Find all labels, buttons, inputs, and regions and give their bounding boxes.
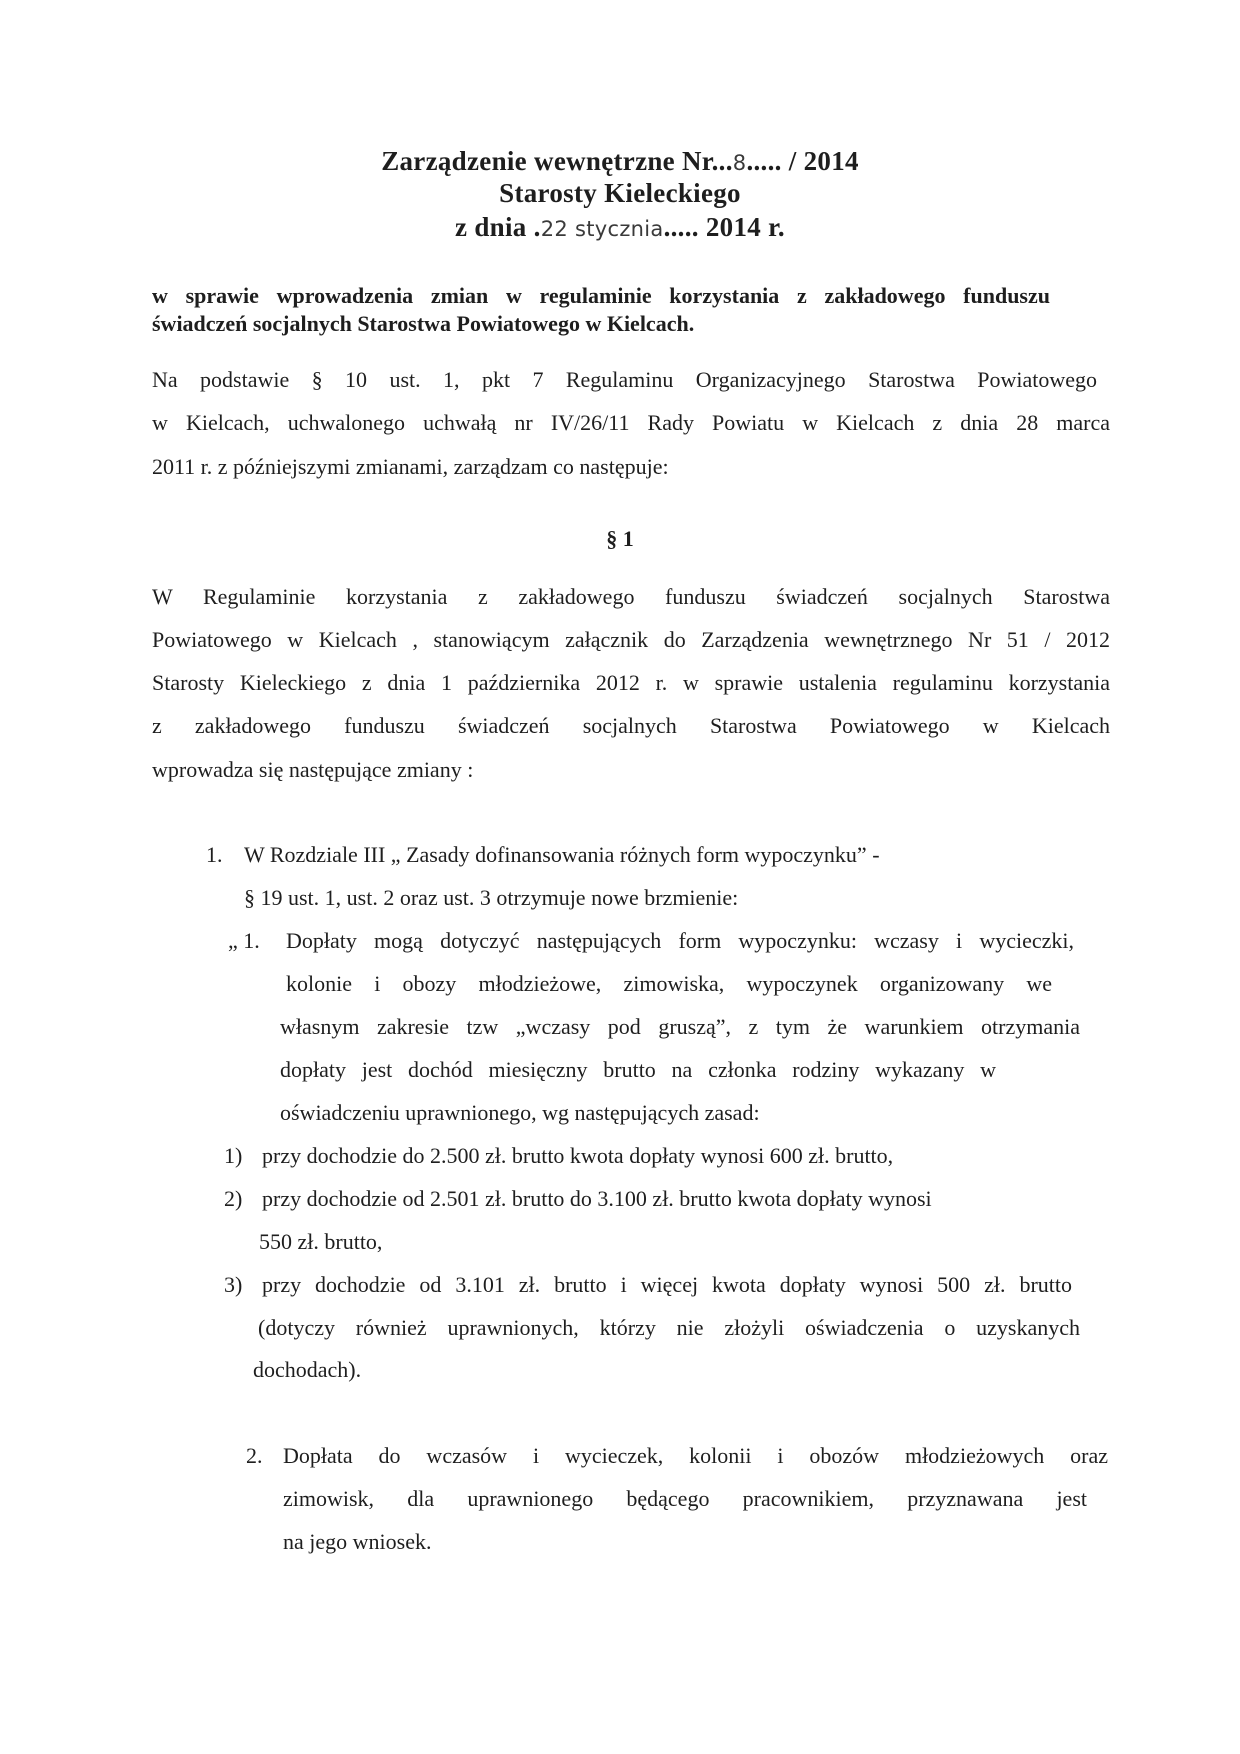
rule-3-line-2: (dotyczy również uprawnionych, którzy nie złożyli oświadczenia o uzyskanych — [258, 1315, 1080, 1340]
item-1-line-2: § 19 ust. 1, ust. 2 oraz ust. 3 otrzymuje nowe brzmienie: — [244, 885, 739, 910]
quote-1-line-2: kolonie i obozy młodzieżowe, zimowiska, wypoczynek organizowany we — [286, 971, 1052, 996]
quote-2-line-2: zimowisk, dla uprawnionego będącego pracownikiem, przyznawana jest — [283, 1486, 1087, 1511]
rule-2-line-1: przy dochodzie od 2.501 zł. brutto do 3.100 zł. brutto kwota dopłaty wynosi — [262, 1186, 932, 1211]
rule-2-line-2: 550 zł. brutto, — [259, 1229, 383, 1254]
title-prefix: Zarządzenie wewnętrzne Nr... — [381, 146, 733, 176]
preamble-line-3: 2011 r. z późniejszymi zmianami, zarządzam co następuje: — [152, 454, 669, 479]
quote-2-line-3: na jego wniosek. — [283, 1529, 432, 1554]
quote-2-line-1: Dopłata do wczasów i wycieczek, kolonii i obozów młodzieżowych oraz — [283, 1443, 1108, 1468]
quote-1-number: „ 1. — [228, 928, 260, 953]
item-1-line-1: W Rozdziale III „ Zasady dofinansowania różnych form wypoczynku” - — [244, 842, 880, 867]
rule-3-line-1: przy dochodzie od 3.101 zł. brutto i więcej kwota dopłaty wynosi 500 zł. brutto — [262, 1272, 1072, 1297]
rule-2-number: 2) — [224, 1186, 243, 1211]
section-line-4: z zakładowego funduszu świadczeń socjalnych Starostwa Powiatowego w Kielcach — [152, 713, 1110, 738]
title-line-3 — [0, 212, 1240, 243]
quote-1-line-4: dopłaty jest dochód miesięczny brutto na członka rodziny wykazany w — [280, 1057, 996, 1082]
section-line-1: W Regulaminie korzystania z zakładowego funduszu świadczeń socjalnych Starostwa — [152, 584, 1110, 609]
preamble-line-1: Na podstawie § 10 ust. 1, pkt 7 Regulaminu Organizacyjnego Starostwa Powiatowego — [152, 367, 1097, 392]
section-line-5: wprowadza się następujące zmiany : — [152, 757, 474, 782]
handwritten-date: 22 stycznia — [540, 217, 664, 241]
preamble-line-2: w Kielcach, uchwalonego uchwałą nr IV/26/11 Rady Powiatu w Kielcach z dnia 28 marca — [152, 410, 1110, 435]
rule-1-line-1: przy dochodzie do 2.500 zł. brutto kwota dopłaty wynosi 600 zł. brutto, — [262, 1143, 894, 1168]
quote-1-line-3: własnym zakresie tzw „wczasy pod gruszą”, z tym że warunkiem otrzymania — [280, 1014, 1080, 1039]
rule-3-line-3: dochodach). — [253, 1357, 362, 1382]
rule-3-number: 3) — [224, 1272, 243, 1297]
title-line-2: Starosty Kieleckiego — [499, 178, 741, 208]
title-suffix: ..... / 2014 — [746, 146, 859, 176]
quote-1-line-5: oświadczeniu uprawnionego, wg następujących zasad: — [280, 1100, 760, 1125]
section-line-3: Starosty Kieleckiego z dnia 1 października 2012 r. w sprawie ustalenia regulaminu korzystania — [152, 670, 1110, 695]
subject-line-1: w sprawie wprowadzenia zmian w regulaminie korzystania z zakładowego funduszu — [152, 283, 1050, 308]
section-heading: § 1 — [606, 526, 634, 551]
rule-1-number: 1) — [224, 1143, 243, 1168]
section-line-2: Powiatowego w Kielcach , stanowiącym załącznik do Zarządzenia wewnętrznego Nr 51 / 2012 — [152, 627, 1110, 652]
date-suffix: ..... 2014 r. — [663, 212, 785, 242]
title-line-1 — [0, 146, 1240, 177]
subject-line-2: świadczeń socjalnych Starostwa Powiatowego w Kielcach. — [152, 311, 695, 336]
quote-1-line-1: Dopłaty mogą dotyczyć następujących form wypoczynku: wczasy i wycieczki, — [286, 928, 1074, 953]
item-1-number: 1. — [206, 842, 223, 867]
quote-2-number: 2. — [246, 1443, 263, 1468]
handwritten-number: 8 — [732, 151, 747, 175]
date-prefix: z dnia . — [455, 212, 541, 242]
